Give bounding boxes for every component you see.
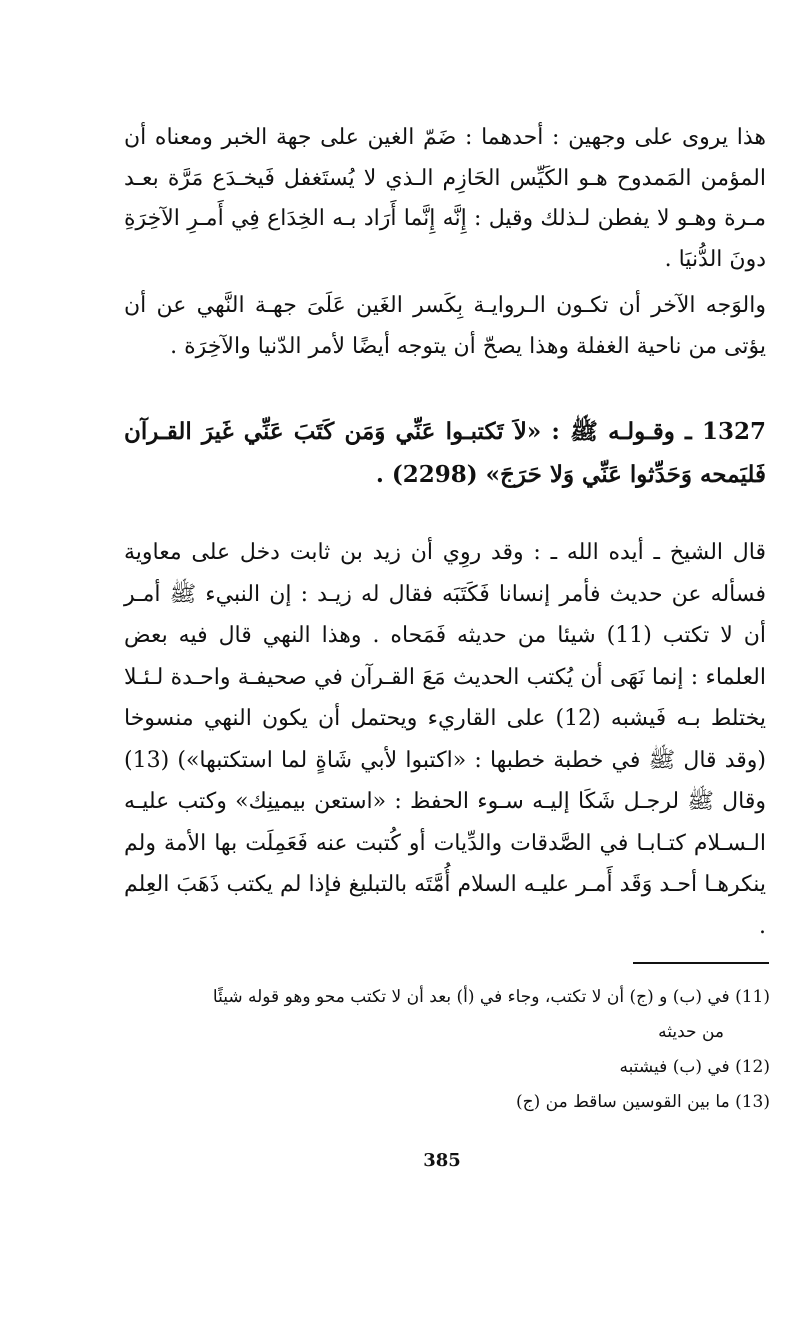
footnote-11: (11) في (ب) و (ج) أن لا تكتب، وجاء في (أ) بعد أن لا تكتب محو وهو قوله شيئًا bbox=[212, 987, 770, 1007]
footnote-13: (13) ما بين القوسين ساقط من (ج) bbox=[516, 1092, 770, 1112]
hadith-text: ـ وقـولـه ﷺ : «لاَ تَكتبـوا عَنِّي وَمَن كَتَبَ عَنِّي غَيرَ القـرآن فَليَمحه وَحَدِّثوا عَنِّي وَلا حَرَجَ» (2298) . bbox=[124, 418, 766, 488]
hadith-entry bbox=[124, 410, 766, 496]
footnote-divider bbox=[633, 962, 769, 964]
hadith-number: 1327 bbox=[701, 418, 766, 445]
paragraph-sheikh-commentary: قال الشيخ ـ أيده الله ـ : وقد روِي أن زيد بن ثابت دخل على معاوية فسأله عن حديث فأمر إنسانا فَكَتَبَه فقال له زيـد : إن النبيء ﷺ أمـر أن لا تكتب (11) شيئا من حديثه فَمَحاه . وهذا النهي قال فيه بعض العلماء : إنما نَهَى أن يُكتب الحديث مَعَ القـرآن في صحيفـة واحـدة لـئـلا يختلط بـه فَيشبه (12) على القاريء ويحتمل أن يكون النهي منسوخا (وقد قال ﷺ في خطبة خطبها : «اكتبوا لأبي شَاةٍ لما استكتبها») (13) وقال ﷺ لرجـل شَكَا إليـه سـوء الحفظ : «استعن بيمينِك» وكتب عليـه الـسـلام كتـابـا في الصَّدقات والدِّيات أو كُتبت عنه فَعَمِلَت بها الأمة ولم ينكرهـا أحـد وَقَد أَمـر عليـه السلام أُمَّتَه بالتبليغ فإذا لم يكتب ذَهَبَ العِلم . bbox=[124, 540, 767, 939]
paragraph-hadith-commentary-1: هذا يروى على وجهين : أحدهما : ضَمّ الغين على جهة الخبر ومعناه أن المؤمن المَمدوح هـو الكَيِّس الحَازِم الـذي لا يُستَغفل فَيخـدَع مَرَّة بعـد مـرة وهـو لا يفطن لـذلك وقيل : إِنَّه إِنَّما أَرَاد بـه الخِدَاع فِي أَمـرِ الآخِرَةِ دونَ الدُّنيَا . bbox=[124, 125, 766, 272]
footnote-11-continuation: من حديثه bbox=[658, 1022, 724, 1042]
footnotes bbox=[124, 980, 770, 1120]
page-number: 385 bbox=[423, 1150, 461, 1171]
footnote-12: (12) في (ب) فيشتبه bbox=[619, 1057, 770, 1077]
paragraph-hadith-commentary-2: والوَجه الآخر أن تكـون الـروايـة بِكَسر الغَين عَلَىَ جهـة النَّهي عن أن يؤتى من ناحية الغفلة وهذا يصحّ أن يتوجه أيضًا لأمر الدّنيا والآخِرَة . bbox=[124, 293, 766, 359]
